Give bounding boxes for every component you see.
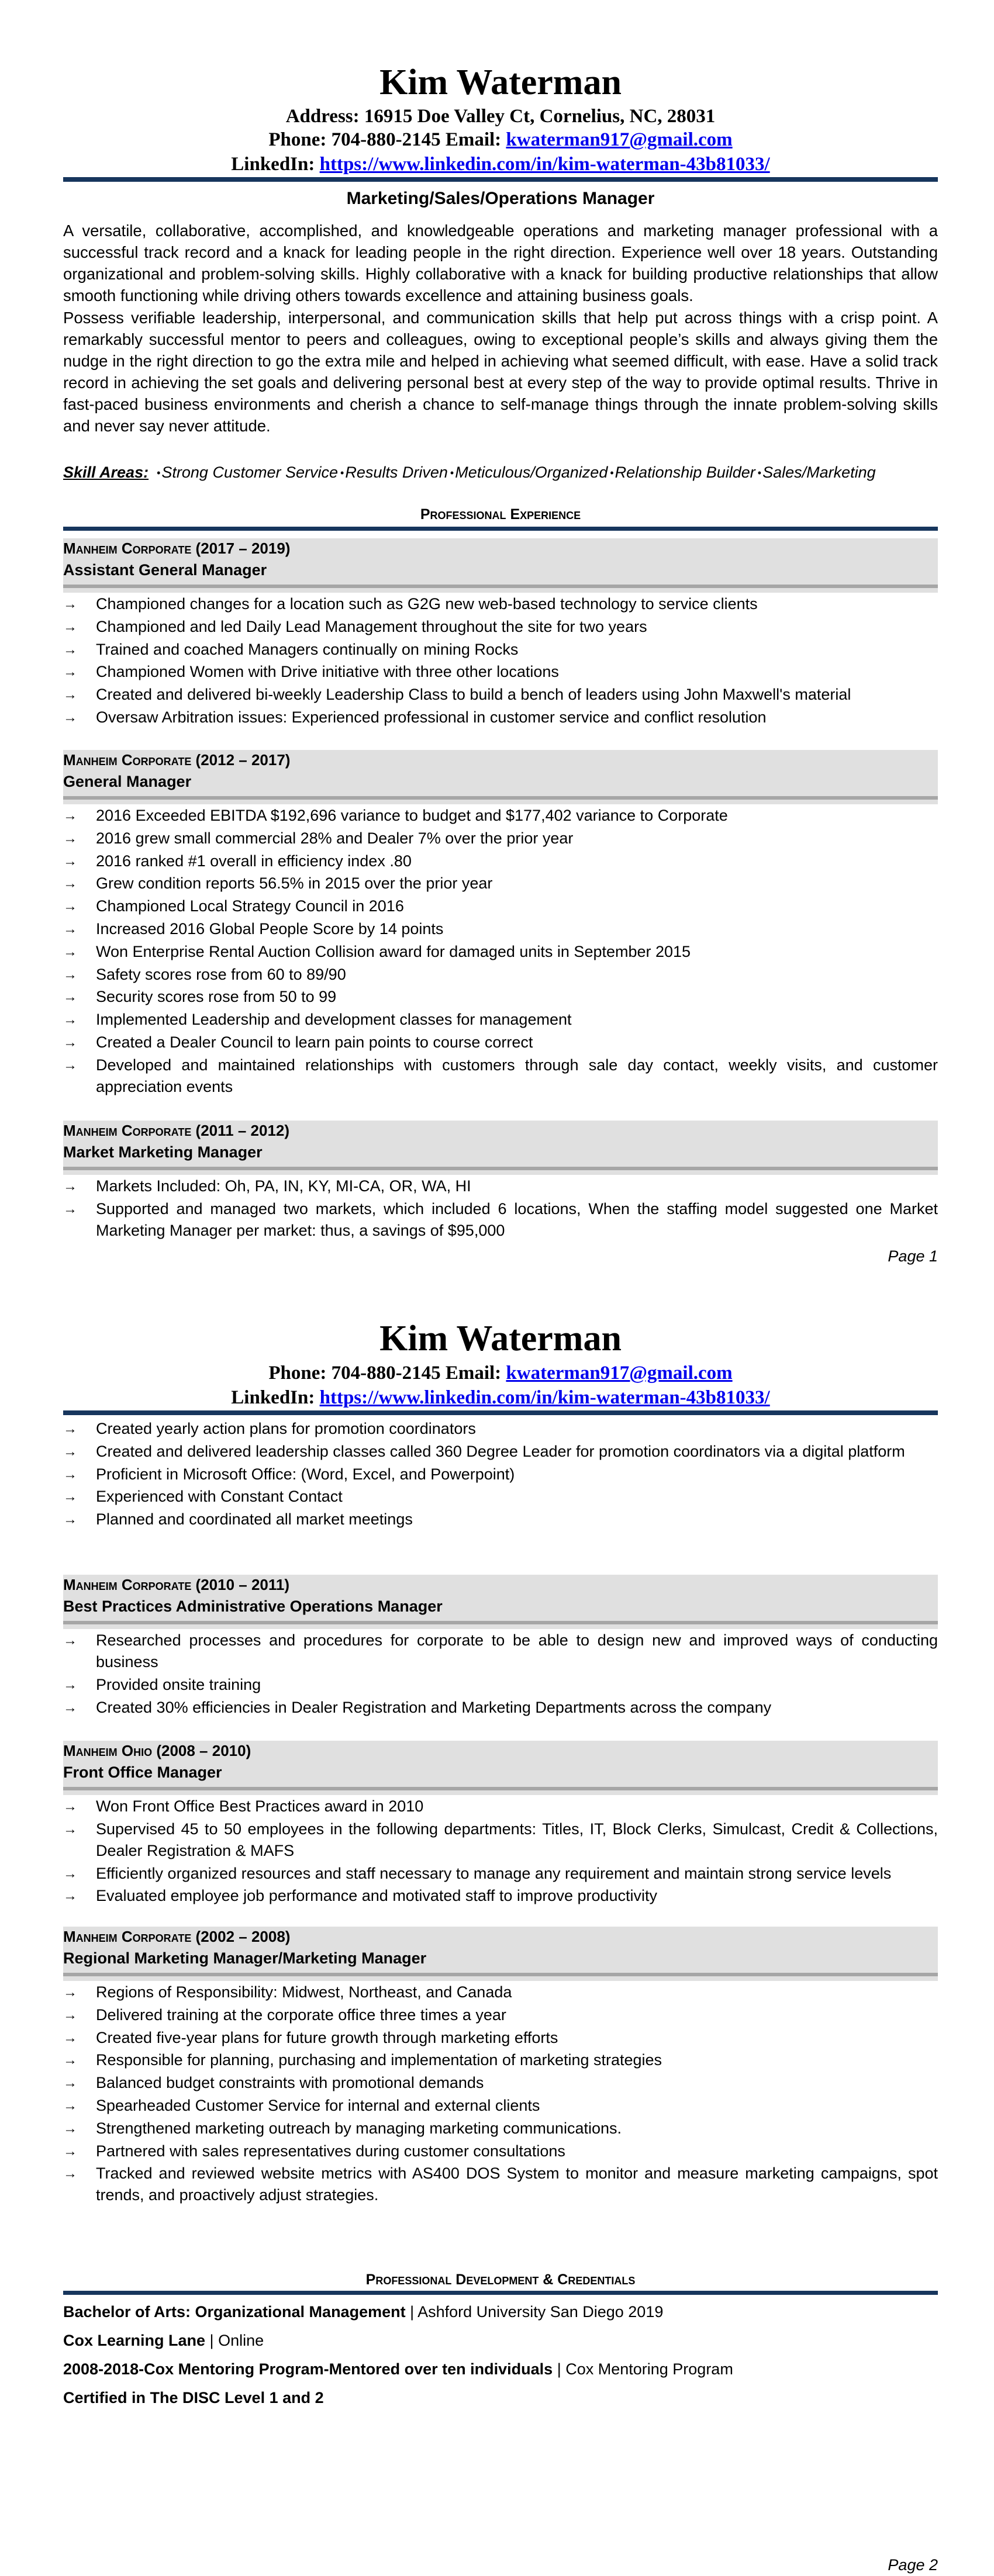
bullet-text: Regions of Responsibility: Midwest, Northeast, and Canada bbox=[96, 1983, 512, 2001]
job-header bbox=[63, 1121, 938, 1175]
list-item bbox=[63, 1054, 938, 1098]
bullet-text: Evaluated employee job performance and motivated staff to improve productivity bbox=[96, 1887, 658, 1905]
phone-email-line bbox=[63, 1361, 938, 1385]
list-item bbox=[63, 1441, 938, 1462]
job-bullet-list bbox=[63, 1796, 938, 1908]
list-item bbox=[63, 1818, 938, 1862]
bullet-text: Championed and led Daily Lead Management throughout the site for two years bbox=[96, 617, 647, 635]
resume-name: Kim Waterman bbox=[379, 63, 622, 102]
job-company: Manheim Corporate (2011 – 2012) bbox=[63, 1122, 290, 1139]
credential-item bbox=[63, 2330, 938, 2352]
arrow-right-icon: → bbox=[63, 853, 77, 869]
arrow-right-icon: → bbox=[63, 876, 77, 892]
headline: Marketing/Sales/Operations Manager bbox=[346, 189, 655, 208]
bullet-text: Experienced with Constant Contact bbox=[96, 1488, 343, 1506]
arrow-right-icon: → bbox=[63, 1178, 77, 1194]
arrow-right-icon: → bbox=[63, 1012, 77, 1028]
bullet-text: 2016 Exceeded EBITDA $192,696 variance to budget and $177,402 variance to Corporate bbox=[96, 807, 728, 824]
list-item bbox=[63, 941, 938, 963]
linkedin-line bbox=[63, 153, 938, 176]
list-item bbox=[63, 1885, 938, 1907]
bullet-text: Supported and managed two markets, which included 6 locations, When the staffing model suggested one Market Marketing Manager per market: thus, a savings of $95,000 bbox=[96, 1199, 938, 1239]
arrow-right-icon: → bbox=[63, 641, 77, 658]
bullet-text: Created and delivered bi-weekly Leadership Class to build a bench of leaders using John Maxwell's material bbox=[96, 686, 851, 704]
list-item bbox=[63, 639, 938, 661]
job-bullet-list bbox=[63, 593, 938, 729]
job-title: Assistant General Manager bbox=[63, 561, 267, 579]
job-company: Manheim Corporate (2012 – 2017) bbox=[63, 751, 291, 769]
list-item bbox=[63, 964, 938, 986]
arrow-right-icon: → bbox=[63, 596, 77, 612]
list-item bbox=[63, 895, 938, 917]
list-item bbox=[63, 593, 938, 615]
list-item bbox=[63, 1674, 938, 1696]
credentials-list bbox=[63, 2301, 938, 2416]
arrow-right-icon: → bbox=[63, 2007, 77, 2023]
job-header-rule bbox=[63, 1973, 938, 1976]
job-company: Manheim Corporate (2002 – 2008) bbox=[63, 1928, 291, 1945]
list-item bbox=[63, 805, 938, 827]
list-item bbox=[63, 2072, 938, 2094]
arrow-right-icon: → bbox=[63, 1699, 77, 1716]
arrow-right-icon: → bbox=[63, 1676, 77, 1693]
list-item bbox=[63, 1032, 938, 1053]
arrow-right-icon: → bbox=[63, 2166, 77, 2182]
phone-label: Phone: 704-880-2145 Email: bbox=[268, 129, 506, 150]
job-bullet-list bbox=[63, 1175, 938, 1243]
page-number: Page 2 bbox=[888, 2556, 938, 2574]
credential-detail: | Cox Mentoring Program bbox=[553, 2360, 733, 2378]
section-divider bbox=[63, 2291, 938, 2295]
arrow-right-icon: → bbox=[63, 1466, 77, 1482]
credential-name: Bachelor of Arts: Organizational Management bbox=[63, 2303, 410, 2321]
resume-name: Kim Waterman bbox=[379, 1319, 622, 1358]
list-item bbox=[63, 1486, 938, 1507]
bullet-text: Created a Dealer Council to learn pain points to course correct bbox=[96, 1033, 533, 1051]
list-item bbox=[63, 1198, 938, 1242]
bullet-text: Security scores rose from 50 to 99 bbox=[96, 988, 337, 1006]
bullet-text: Grew condition reports 56.5% in 2015 over the prior year bbox=[96, 874, 493, 893]
email-link[interactable]: kwaterman917@gmail.com bbox=[506, 129, 733, 150]
bullet-text: Increased 2016 Global People Score by 14 points bbox=[96, 919, 444, 938]
job-header-rule bbox=[63, 1787, 938, 1790]
bullet-text: Tracked and reviewed website metrics with AS400 DOS System to monitor and measure marketing campaigns, spot trends, and proactively adjust strategies. bbox=[96, 2164, 938, 2204]
email-link[interactable]: kwaterman917@gmail.com bbox=[506, 1363, 733, 1384]
job-title: Market Marketing Manager bbox=[63, 1143, 263, 1161]
arrow-right-icon: → bbox=[63, 830, 77, 846]
list-item bbox=[63, 2095, 938, 2117]
skill-item: Strong Customer Service bbox=[161, 464, 339, 481]
arrow-right-icon: → bbox=[63, 1201, 77, 1217]
job-header bbox=[63, 1927, 938, 1981]
section-divider bbox=[63, 527, 938, 531]
bullet-text: Delivered training at the corporate office three times a year bbox=[96, 2006, 506, 2024]
job-bullet-list bbox=[63, 1630, 938, 1719]
summary-paragraph: Possess verifiable leadership, interpersonal, and communication skills that help put across things with a crisp point. A remarkably successful mentor to peers and colleagues, owing to exceptional people’s skills and always giving them the nudge in the right direction to go the extra mile and helped in achieving what seemed difficult, with ease. Have a solid track record in achieving the set goals and delivering personal best at every step of the way to provide optimal results. Thrive in fast-paced business environments and cherish a chance to self-manage things through the innate problem-solving skills and never say never attitude. bbox=[63, 309, 938, 435]
arrow-right-icon: → bbox=[63, 1034, 77, 1050]
list-item bbox=[63, 2049, 938, 2071]
bullet-icon: • bbox=[340, 467, 344, 479]
arrow-right-icon: → bbox=[63, 1821, 77, 1837]
bullet-text: Won Enterprise Rental Auction Collision award for damaged units in September 2015 bbox=[96, 942, 691, 960]
list-item bbox=[63, 707, 938, 728]
list-item bbox=[63, 2004, 938, 2026]
job-header bbox=[63, 750, 938, 804]
header-divider bbox=[63, 1410, 938, 1415]
bullet-text: Created five-year plans for future growth through marketing efforts bbox=[96, 2028, 558, 2046]
bullet-text: Championed changes for a location such as G2G new web-based technology to service clients bbox=[96, 595, 758, 613]
job-bullet-list bbox=[63, 805, 938, 1099]
arrow-right-icon: → bbox=[63, 966, 77, 983]
bullet-text: 2016 grew small commercial 28% and Dealer 7% over the prior year bbox=[96, 829, 574, 847]
list-item bbox=[63, 1796, 938, 1817]
arrow-right-icon: → bbox=[63, 943, 77, 960]
bullet-text: Championed Women with Drive initiative with three other locations bbox=[96, 663, 559, 681]
linkedin-label: LinkedIn: bbox=[231, 154, 320, 175]
arrow-right-icon: → bbox=[63, 2143, 77, 2159]
section-heading-credentials: Professional Development & Credentials bbox=[365, 2271, 636, 2288]
summary-paragraph: A versatile, collaborative, accomplished, and knowledgeable operations and marketing manager professional with a successful track record and a knack for leading people in the right direction. Experience well over 18 years. Outstanding organizational and problem-solving skills. Highly collaborative with a knack for building productive relationships that allow smooth functioning while driving others towards excellence and attaining business goals. bbox=[63, 222, 938, 305]
credential-name: Certified in The DISC Level 1 and 2 bbox=[63, 2389, 324, 2406]
list-item bbox=[63, 2118, 938, 2139]
bullet-text: Implemented Leadership and development classes for management bbox=[96, 1011, 572, 1029]
bullet-text: Oversaw Arbitration issues: Experienced professional in customer service and conflict resolution bbox=[96, 708, 767, 726]
bullet-icon: • bbox=[157, 467, 161, 479]
bullet-icon: • bbox=[610, 467, 614, 479]
list-item bbox=[63, 1697, 938, 1719]
arrow-right-icon: → bbox=[63, 808, 77, 824]
linkedin-link[interactable]: https://www.linkedin.com/in/kim-waterman-43b81033/ bbox=[319, 154, 770, 175]
credential-name: Cox Learning Lane bbox=[63, 2332, 206, 2349]
arrow-right-icon: → bbox=[63, 1489, 77, 1505]
arrow-right-icon: → bbox=[63, 709, 77, 725]
list-item bbox=[63, 616, 938, 638]
linkedin-label: LinkedIn: bbox=[231, 1387, 320, 1408]
list-item bbox=[63, 873, 938, 894]
arrow-right-icon: → bbox=[63, 1057, 77, 1073]
bullet-text: Planned and coordinated all market meetings bbox=[96, 1510, 413, 1529]
job-header-rule bbox=[63, 1167, 938, 1170]
page-number: Page 1 bbox=[888, 1247, 938, 1265]
arrow-right-icon: → bbox=[63, 2029, 77, 2046]
bullet-text: Proficient in Microsoft Office: (Word, Excel, and Powerpoint) bbox=[96, 1465, 515, 1483]
job-title: General Manager bbox=[63, 773, 192, 790]
list-item bbox=[63, 1630, 938, 1673]
job-company: Manheim Ohio (2008 – 2010) bbox=[63, 1742, 251, 1759]
job-company: Manheim Corporate (2017 – 2019) bbox=[63, 540, 291, 557]
bullet-text: Supervised 45 to 50 employees in the following departments: Titles, IT, Block Clerks, Simulcast, Credit & Collections, Dealer Registration & MAFS bbox=[96, 1820, 938, 1859]
arrow-right-icon: → bbox=[63, 989, 77, 1005]
bullet-icon: • bbox=[450, 467, 454, 479]
arrow-right-icon: → bbox=[63, 687, 77, 703]
arrow-right-icon: → bbox=[63, 1799, 77, 1814]
address: Address: 16915 Doe Valley Ct, Cornelius, NC, 28031 bbox=[285, 106, 716, 127]
arrow-right-icon: → bbox=[63, 2075, 77, 2091]
credential-item bbox=[63, 2359, 938, 2380]
credential-detail: | Online bbox=[205, 2332, 264, 2349]
list-item bbox=[63, 986, 938, 1008]
job-header-rule bbox=[63, 585, 938, 588]
bullet-text: Won Front Office Best Practices award in 2010 bbox=[96, 1797, 424, 1815]
job-title: Best Practices Administrative Operations Manager bbox=[63, 1598, 443, 1615]
bullet-text: Researched processes and procedures for corporate to be able to design new and improved ways of conducting business bbox=[96, 1631, 938, 1671]
arrow-right-icon: → bbox=[63, 618, 77, 635]
arrow-right-icon: → bbox=[63, 1865, 77, 1882]
bullet-text: Responsible for planning, purchasing and implementation of marketing strategies bbox=[96, 2051, 662, 2069]
arrow-right-icon: → bbox=[63, 2052, 77, 2069]
skill-item: Results Driven bbox=[345, 464, 448, 481]
bullet-text: Developed and maintained relationships with customers through sale day contact, weekly visits, and customer appreciation events bbox=[96, 1056, 938, 1095]
bullet-text: Created 30% efficiencies in Dealer Registration and Marketing Departments across the company bbox=[96, 1698, 772, 1716]
bullet-text: Provided onsite training bbox=[96, 1675, 261, 1693]
linkedin-line bbox=[63, 1386, 938, 1409]
arrow-right-icon: → bbox=[63, 898, 77, 915]
arrow-right-icon: → bbox=[63, 1888, 77, 1904]
list-item bbox=[63, 1982, 938, 2003]
bullet-text: 2016 ranked #1 overall in efficiency index .80 bbox=[96, 852, 412, 870]
linkedin-link[interactable]: https://www.linkedin.com/in/kim-waterman-43b81033/ bbox=[319, 1387, 770, 1408]
skill-areas-label: Skill Areas: bbox=[63, 464, 149, 481]
arrow-right-icon: → bbox=[63, 1984, 77, 2000]
credential-item bbox=[63, 2301, 938, 2323]
arrow-right-icon: → bbox=[63, 2097, 77, 2114]
list-item bbox=[63, 2027, 938, 2049]
bullet-text: Championed Local Strategy Council in 2016 bbox=[96, 897, 404, 915]
job-title: Regional Marketing Manager/Marketing Manager bbox=[63, 1949, 427, 1967]
phone-label: Phone: 704-880-2145 Email: bbox=[268, 1363, 506, 1384]
arrow-right-icon: → bbox=[63, 1512, 77, 1528]
credential-name: 2008-2018-Cox Mentoring Program-Mentored over ten individuals bbox=[63, 2360, 553, 2378]
list-item bbox=[63, 1464, 938, 1485]
list-item bbox=[63, 1863, 938, 1885]
bullet-text: Partnered with sales representatives during customer consultations bbox=[96, 2142, 565, 2160]
job-header-rule bbox=[63, 1621, 938, 1624]
list-item bbox=[63, 684, 938, 706]
bullet-text: Efficiently organized resources and staff necessary to manage any requirement and maintain strong service levels bbox=[96, 1864, 892, 1882]
list-item bbox=[63, 918, 938, 940]
arrow-right-icon: → bbox=[63, 664, 77, 680]
job-company: Manheim Corporate (2010 – 2011) bbox=[63, 1576, 290, 1593]
continued-bullet-list bbox=[63, 1418, 938, 1531]
bullet-text: Trained and coached Managers continually on mining Rocks bbox=[96, 640, 519, 658]
skill-areas bbox=[63, 462, 938, 484]
skill-item: Relationship Builder bbox=[615, 464, 755, 481]
list-item bbox=[63, 828, 938, 849]
credential-item bbox=[63, 2387, 938, 2409]
bullet-text: Created yearly action plans for promotion coordinators bbox=[96, 1420, 476, 1437]
arrow-right-icon: → bbox=[63, 1443, 77, 1460]
job-header bbox=[63, 1741, 938, 1795]
job-header bbox=[63, 1575, 938, 1629]
credential-detail: | Ashford University San Diego 2019 bbox=[410, 2303, 664, 2321]
list-item bbox=[63, 2141, 938, 2162]
job-header bbox=[63, 538, 938, 593]
bullet-text: Created and delivered leadership classes called 360 Degree Leader for promotion coordinators via a digital platform bbox=[96, 1442, 905, 1460]
job-header-rule bbox=[63, 796, 938, 800]
list-item bbox=[63, 850, 938, 872]
arrow-right-icon: → bbox=[63, 1421, 77, 1437]
list-item bbox=[63, 1009, 938, 1031]
bullet-text: Balanced budget constraints with promotional demands bbox=[96, 2074, 484, 2092]
bullet-text: Strengthened marketing outreach by managing marketing communications. bbox=[96, 2119, 622, 2137]
bullet-text: Safety scores rose from 60 to 89/90 bbox=[96, 965, 346, 983]
job-title: Front Office Manager bbox=[63, 1764, 222, 1781]
bullet-icon: • bbox=[757, 467, 762, 479]
list-item bbox=[63, 2163, 938, 2206]
skill-item: Sales/Marketing bbox=[762, 464, 876, 481]
list-item bbox=[63, 1175, 938, 1197]
phone-email-line bbox=[63, 128, 938, 151]
bullet-text: Spearheaded Customer Service for internal and external clients bbox=[96, 2096, 540, 2114]
section-heading-experience: Professional Experience bbox=[420, 506, 581, 523]
bullet-text: Markets Included: Oh, PA, IN, KY, MI-CA, OR, WA, HI bbox=[96, 1177, 471, 1195]
arrow-right-icon: → bbox=[63, 2120, 77, 2136]
list-item bbox=[63, 1418, 938, 1440]
header-divider bbox=[63, 177, 938, 182]
list-item bbox=[63, 661, 938, 683]
skill-item: Meticulous/Organized bbox=[455, 464, 608, 481]
job-bullet-list bbox=[63, 1982, 938, 2207]
arrow-right-icon: → bbox=[63, 1633, 77, 1648]
list-item bbox=[63, 1509, 938, 1530]
arrow-right-icon: → bbox=[63, 921, 77, 937]
